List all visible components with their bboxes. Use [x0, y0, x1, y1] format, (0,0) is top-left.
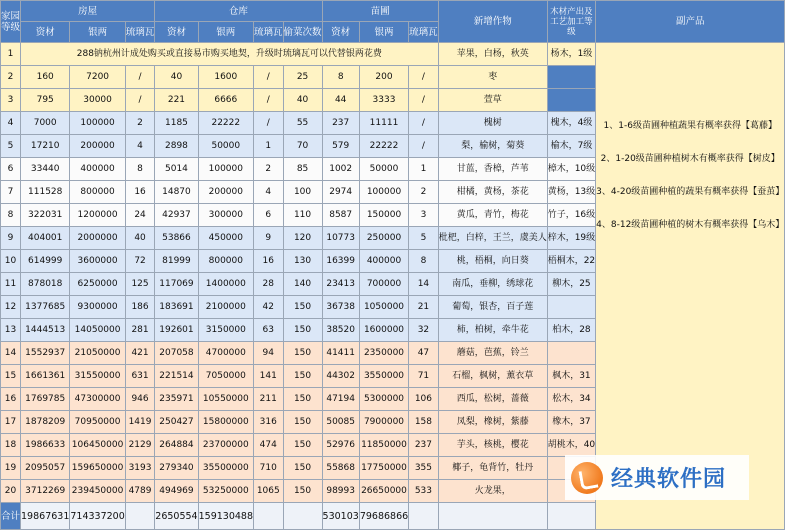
crop-cell: 黄瓜，青竹，梅花 [438, 204, 547, 227]
wood-cell: 橡木，37 [547, 411, 595, 434]
level-cell: 7 [1, 181, 21, 204]
steal-count: 150 [283, 457, 322, 480]
wood-cell: 榆木，7级 [547, 135, 595, 158]
wood-cell [547, 66, 595, 89]
nursery-tiles: 237 [409, 434, 439, 457]
table-row [1, 43, 785, 66]
level-cell: 20 [1, 480, 21, 503]
crop-cell: 南瓜，垂柳，绣球花 [438, 273, 547, 296]
nursery-tiles: / [409, 66, 439, 89]
house-tiles: 2129 [125, 434, 155, 457]
steal-count: 130 [283, 250, 322, 273]
warehouse-tiles: 316 [254, 411, 284, 434]
nursery-tiles: / [409, 89, 439, 112]
house-tiles: 72 [125, 250, 155, 273]
crop-cell: 桃，梧桐，向日葵 [438, 250, 547, 273]
house-materials: 7000 [21, 112, 70, 135]
warehouse-silver: 3150000 [198, 319, 253, 342]
warehouse-silver: 7050000 [198, 365, 253, 388]
crop-cell: 火龙果， [438, 480, 547, 503]
sub-header: 资材 [322, 22, 359, 43]
house-header: 房屋 [21, 1, 155, 22]
total-cell: 79686866 [359, 503, 408, 530]
header-row-groups [1, 1, 785, 22]
nursery-tiles: 21 [409, 296, 439, 319]
level-cell: 13 [1, 319, 21, 342]
nursery-tiles: 14 [409, 273, 439, 296]
warehouse-silver: 1400000 [198, 273, 253, 296]
house-silver: 30000 [70, 89, 125, 112]
house-materials: 1986633 [21, 434, 70, 457]
nursery-materials: 52976 [322, 434, 359, 457]
house-silver: 1200000 [70, 204, 125, 227]
nursery-materials: 10773 [322, 227, 359, 250]
house-tiles: 281 [125, 319, 155, 342]
warehouse-silver: 300000 [198, 204, 253, 227]
house-materials: 17210 [21, 135, 70, 158]
crop-cell: 柿，柏树，牵牛花 [438, 319, 547, 342]
wood-header: 木材产出及工艺加工等级 [547, 1, 595, 43]
nursery-materials: 47194 [322, 388, 359, 411]
nursery-materials: 55868 [322, 457, 359, 480]
total-cell: 530103 [322, 503, 359, 530]
house-tiles: 186 [125, 296, 155, 319]
house-tiles: 3193 [125, 457, 155, 480]
nursery-materials: 8587 [322, 204, 359, 227]
level-cell: 18 [1, 434, 21, 457]
warehouse-tiles: / [254, 89, 284, 112]
crop-cell: 西瓜，松树，蔷薇 [438, 388, 547, 411]
crop-cell: 槐树 [438, 112, 547, 135]
warehouse-silver: 100000 [198, 158, 253, 181]
warehouse-tiles: 42 [254, 296, 284, 319]
total-cell: 159130488 [198, 503, 253, 530]
warehouse-tiles: 4 [254, 181, 284, 204]
level-cell: 16 [1, 388, 21, 411]
house-materials: 2095057 [21, 457, 70, 480]
wood-cell [547, 503, 595, 530]
total-label: 合计 [1, 503, 21, 530]
warehouse-header: 仓库 [155, 1, 322, 22]
sub-header: 资材 [155, 22, 198, 43]
nursery-materials: 44 [322, 89, 359, 112]
byproduct-header: 副产品 [596, 1, 785, 43]
nursery-tiles: 71 [409, 365, 439, 388]
level-cell: 15 [1, 365, 21, 388]
steal-count: 150 [283, 411, 322, 434]
logo-text: 经典软件园 [611, 467, 727, 492]
sub-header: 资材 [21, 22, 70, 43]
level-cell: 19 [1, 457, 21, 480]
level-cell: 8 [1, 204, 21, 227]
sub-header: 银两 [198, 22, 253, 43]
crop-cell: 椰子，龟背竹，牡丹 [438, 457, 547, 480]
nursery-materials: 8 [322, 66, 359, 89]
wood-cell: 竹子，16级 [547, 204, 595, 227]
wood-cell: 梧桐木，22 [547, 250, 595, 273]
steal-count: 140 [283, 273, 322, 296]
wood-cell: 梓木，19级 [547, 227, 595, 250]
crop-cell: 苹果，白杨，秋英 [438, 43, 547, 66]
wood-cell: 柳木，25 [547, 273, 595, 296]
steal-count: 150 [283, 342, 322, 365]
warehouse-materials: 42937 [155, 204, 198, 227]
crop-cell [438, 503, 547, 530]
nursery-materials: 579 [322, 135, 359, 158]
house-materials: 404001 [21, 227, 70, 250]
nursery-silver: 1050000 [359, 296, 408, 319]
house-silver: 100000 [70, 112, 125, 135]
house-silver: 9300000 [70, 296, 125, 319]
nursery-tiles: / [409, 135, 439, 158]
byproduct-note: 4、8-12级苗圃种植的树木有概率获得【乌木】 [596, 220, 785, 230]
crop-cell: 石榴，枫树，薰衣草 [438, 365, 547, 388]
crop-cell: 梨，榆树，菊葵 [438, 135, 547, 158]
warehouse-silver: 200000 [198, 181, 253, 204]
crop-cell: 凤梨，橡树，紫藤 [438, 411, 547, 434]
house-materials: 111528 [21, 181, 70, 204]
byproduct-note: 1、1-6级苗圃种植蔬果有概率获得【葛藤】 [603, 121, 777, 131]
total-cell [283, 503, 322, 530]
total-cell: 19867631 [21, 503, 70, 530]
house-tiles: 631 [125, 365, 155, 388]
total-cell [409, 503, 439, 530]
warehouse-silver: 6666 [198, 89, 253, 112]
sub-header: 琉璃瓦 [125, 22, 155, 43]
level-cell: 5 [1, 135, 21, 158]
warehouse-tiles: / [254, 112, 284, 135]
warehouse-tiles: 16 [254, 250, 284, 273]
steal-count: 70 [283, 135, 322, 158]
wood-cell: 枫木，31 [547, 365, 595, 388]
byproduct-note: 3、4-20级苗圃种植的蔬果有概率获得【蚕茧】 [596, 187, 785, 197]
crop-cell: 枣 [438, 66, 547, 89]
steal-count: 110 [283, 204, 322, 227]
house-tiles: 421 [125, 342, 155, 365]
nursery-silver: 17750000 [359, 457, 408, 480]
wood-cell: 黄杨，13级 [547, 181, 595, 204]
warehouse-silver: 10550000 [198, 388, 253, 411]
nursery-materials: 16399 [322, 250, 359, 273]
warehouse-materials: 53866 [155, 227, 198, 250]
nursery-tiles: 1 [409, 158, 439, 181]
level-cell: 17 [1, 411, 21, 434]
house-silver: 400000 [70, 158, 125, 181]
warehouse-silver: 53250000 [198, 480, 253, 503]
warehouse-silver: 50000 [198, 135, 253, 158]
warehouse-silver: 35500000 [198, 457, 253, 480]
nursery-tiles: 32 [409, 319, 439, 342]
nursery-silver: 3550000 [359, 365, 408, 388]
warehouse-materials: 494969 [155, 480, 198, 503]
steal-count: 40 [283, 89, 322, 112]
warehouse-tiles: 9 [254, 227, 284, 250]
warehouse-tiles: / [254, 66, 284, 89]
nursery-tiles: 2 [409, 181, 439, 204]
sub-header: 银两 [70, 22, 125, 43]
warehouse-materials: 1185 [155, 112, 198, 135]
house-tiles: 16 [125, 181, 155, 204]
level-cell: 10 [1, 250, 21, 273]
steal-count: 25 [283, 66, 322, 89]
warehouse-silver: 2100000 [198, 296, 253, 319]
level-cell: 11 [1, 273, 21, 296]
wood-cell: 槐木，4级 [547, 112, 595, 135]
nursery-materials: 44302 [322, 365, 359, 388]
warehouse-tiles: 710 [254, 457, 284, 480]
house-tiles: 8 [125, 158, 155, 181]
crop-cell: 芋头，核桃，樱花 [438, 434, 547, 457]
level-cell: 12 [1, 296, 21, 319]
crop-cell: 葡萄，银杏，百子莲 [438, 296, 547, 319]
house-materials: 33440 [21, 158, 70, 181]
house-tiles: 125 [125, 273, 155, 296]
steal-count: 150 [283, 480, 322, 503]
house-silver: 70950000 [70, 411, 125, 434]
warehouse-tiles: 1065 [254, 480, 284, 503]
house-tiles: 24 [125, 204, 155, 227]
house-tiles: 4 [125, 135, 155, 158]
nursery-tiles: 106 [409, 388, 439, 411]
nursery-tiles: 5 [409, 227, 439, 250]
steal-count: 100 [283, 181, 322, 204]
warehouse-materials: 192601 [155, 319, 198, 342]
warehouse-materials: 5014 [155, 158, 198, 181]
warehouse-tiles: 1 [254, 135, 284, 158]
nursery-silver: 250000 [359, 227, 408, 250]
nursery-tiles: 8 [409, 250, 439, 273]
warehouse-tiles: 141 [254, 365, 284, 388]
level-cell: 4 [1, 112, 21, 135]
crop-cell: 枇杷，白梓，王兰，虞美人 [438, 227, 547, 250]
house-silver: 7200 [70, 66, 125, 89]
total-cell [125, 503, 155, 530]
warehouse-materials: 183691 [155, 296, 198, 319]
house-silver: 159650000 [70, 457, 125, 480]
house-materials: 322031 [21, 204, 70, 227]
house-materials: 3712269 [21, 480, 70, 503]
sub-header: 琉璃瓦 [409, 22, 439, 43]
warehouse-materials: 221 [155, 89, 198, 112]
sub-header: 银两 [359, 22, 408, 43]
house-materials: 1377685 [21, 296, 70, 319]
nursery-materials: 23413 [322, 273, 359, 296]
house-silver: 239450000 [70, 480, 125, 503]
total-cell [254, 503, 284, 530]
house-silver: 14050000 [70, 319, 125, 342]
warehouse-tiles: 6 [254, 204, 284, 227]
level-cell: 1 [1, 43, 21, 66]
nursery-materials: 2974 [322, 181, 359, 204]
warehouse-silver: 23700000 [198, 434, 253, 457]
wood-cell: 松木，34 [547, 388, 595, 411]
house-silver: 2000000 [70, 227, 125, 250]
steal-count: 150 [283, 388, 322, 411]
nursery-silver: 150000 [359, 204, 408, 227]
steal-count: 150 [283, 319, 322, 342]
house-tiles: / [125, 89, 155, 112]
nursery-materials: 50085 [322, 411, 359, 434]
nursery-materials: 1002 [322, 158, 359, 181]
warehouse-tiles: 94 [254, 342, 284, 365]
house-silver: 21050000 [70, 342, 125, 365]
house-materials: 795 [21, 89, 70, 112]
crop-cell: 萱草 [438, 89, 547, 112]
warehouse-materials: 81999 [155, 250, 198, 273]
wood-cell: 樟木，10级 [547, 158, 595, 181]
level-cell: 2 [1, 66, 21, 89]
nursery-silver: 11850000 [359, 434, 408, 457]
house-tiles: 40 [125, 227, 155, 250]
level-cell: 9 [1, 227, 21, 250]
house-materials: 1878209 [21, 411, 70, 434]
house-materials: 1661361 [21, 365, 70, 388]
watermark-logo [565, 455, 749, 500]
nursery-header: 苗圃 [322, 1, 438, 22]
warehouse-tiles: 28 [254, 273, 284, 296]
total-cell: 714337200 [70, 503, 125, 530]
new-crops-header: 新增作物 [438, 1, 547, 43]
warehouse-silver: 22222 [198, 112, 253, 135]
level-header: 家园等级 [1, 1, 21, 43]
nursery-materials: 237 [322, 112, 359, 135]
level-cell: 6 [1, 158, 21, 181]
nursery-silver: 50000 [359, 158, 408, 181]
warehouse-materials: 40 [155, 66, 198, 89]
byproduct-note: 2、1-20级苗圃种植树木有概率获得【树皮】 [600, 154, 780, 164]
house-tiles: / [125, 66, 155, 89]
nursery-silver: 3333 [359, 89, 408, 112]
nursery-tiles: 3 [409, 204, 439, 227]
nursery-silver: 5300000 [359, 388, 408, 411]
nursery-tiles: 533 [409, 480, 439, 503]
steal-count: 55 [283, 112, 322, 135]
house-silver: 106450000 [70, 434, 125, 457]
nursery-materials: 38520 [322, 319, 359, 342]
warehouse-materials: 264884 [155, 434, 198, 457]
nursery-tiles: 158 [409, 411, 439, 434]
nursery-silver: 200 [359, 66, 408, 89]
warehouse-materials: 117069 [155, 273, 198, 296]
level-cell: 3 [1, 89, 21, 112]
warehouse-silver: 800000 [198, 250, 253, 273]
wood-cell: 杨木，1级 [547, 43, 595, 66]
warehouse-materials: 14870 [155, 181, 198, 204]
nursery-silver: 7900000 [359, 411, 408, 434]
nursery-silver: 1600000 [359, 319, 408, 342]
house-materials: 1444513 [21, 319, 70, 342]
warehouse-silver: 1600 [198, 66, 253, 89]
wood-cell: 胡桃木，40 [547, 434, 595, 457]
nursery-materials: 36738 [322, 296, 359, 319]
nursery-silver: 22222 [359, 135, 408, 158]
warehouse-silver: 450000 [198, 227, 253, 250]
warehouse-materials: 2898 [155, 135, 198, 158]
nursery-materials: 98993 [322, 480, 359, 503]
nursery-silver: 700000 [359, 273, 408, 296]
house-materials: 614999 [21, 250, 70, 273]
warehouse-silver: 4700000 [198, 342, 253, 365]
warehouse-materials: 221514 [155, 365, 198, 388]
warehouse-tiles: 474 [254, 434, 284, 457]
wood-cell [547, 342, 595, 365]
sub-header: 偷菜次数 [283, 22, 322, 43]
steal-count: 150 [283, 434, 322, 457]
nursery-tiles: 47 [409, 342, 439, 365]
deed-note: 288钠杭州计成处购买或直接易市购买地契，升级时琉璃瓦可以代替银两花费 [21, 43, 439, 66]
warehouse-materials: 250427 [155, 411, 198, 434]
crop-cell: 柑橘，黄杨，茶花 [438, 181, 547, 204]
house-silver: 200000 [70, 135, 125, 158]
nursery-materials: 41411 [322, 342, 359, 365]
house-silver: 31550000 [70, 365, 125, 388]
warehouse-materials: 279340 [155, 457, 198, 480]
logo-icon [571, 462, 603, 494]
warehouse-materials: 207058 [155, 342, 198, 365]
steal-count: 150 [283, 365, 322, 388]
total-cell: 2650554 [155, 503, 198, 530]
house-tiles: 4789 [125, 480, 155, 503]
crop-cell: 甘蓝，香樟，芦苇 [438, 158, 547, 181]
house-materials: 1769785 [21, 388, 70, 411]
nursery-tiles: / [409, 112, 439, 135]
steal-count: 85 [283, 158, 322, 181]
wood-cell [547, 296, 595, 319]
warehouse-materials: 235971 [155, 388, 198, 411]
house-silver: 3600000 [70, 250, 125, 273]
warehouse-tiles: 211 [254, 388, 284, 411]
level-cell: 14 [1, 342, 21, 365]
house-tiles: 2 [125, 112, 155, 135]
warehouse-tiles: 2 [254, 158, 284, 181]
sub-header: 琉璃瓦 [254, 22, 284, 43]
nursery-silver: 26650000 [359, 480, 408, 503]
nursery-silver: 100000 [359, 181, 408, 204]
house-tiles: 1419 [125, 411, 155, 434]
steal-count: 150 [283, 296, 322, 319]
crop-cell: 蘑菇，芭蕉，铃兰 [438, 342, 547, 365]
nursery-silver: 400000 [359, 250, 408, 273]
nursery-silver: 11111 [359, 112, 408, 135]
house-silver: 47300000 [70, 388, 125, 411]
nursery-silver: 2350000 [359, 342, 408, 365]
wood-cell: 柏木，28 [547, 319, 595, 342]
steal-count: 120 [283, 227, 322, 250]
wood-cell [547, 89, 595, 112]
warehouse-silver: 15800000 [198, 411, 253, 434]
house-materials: 878018 [21, 273, 70, 296]
house-silver: 6250000 [70, 273, 125, 296]
house-tiles: 946 [125, 388, 155, 411]
house-materials: 160 [21, 66, 70, 89]
house-silver: 800000 [70, 181, 125, 204]
warehouse-tiles: 63 [254, 319, 284, 342]
house-materials: 1552937 [21, 342, 70, 365]
nursery-tiles: 355 [409, 457, 439, 480]
